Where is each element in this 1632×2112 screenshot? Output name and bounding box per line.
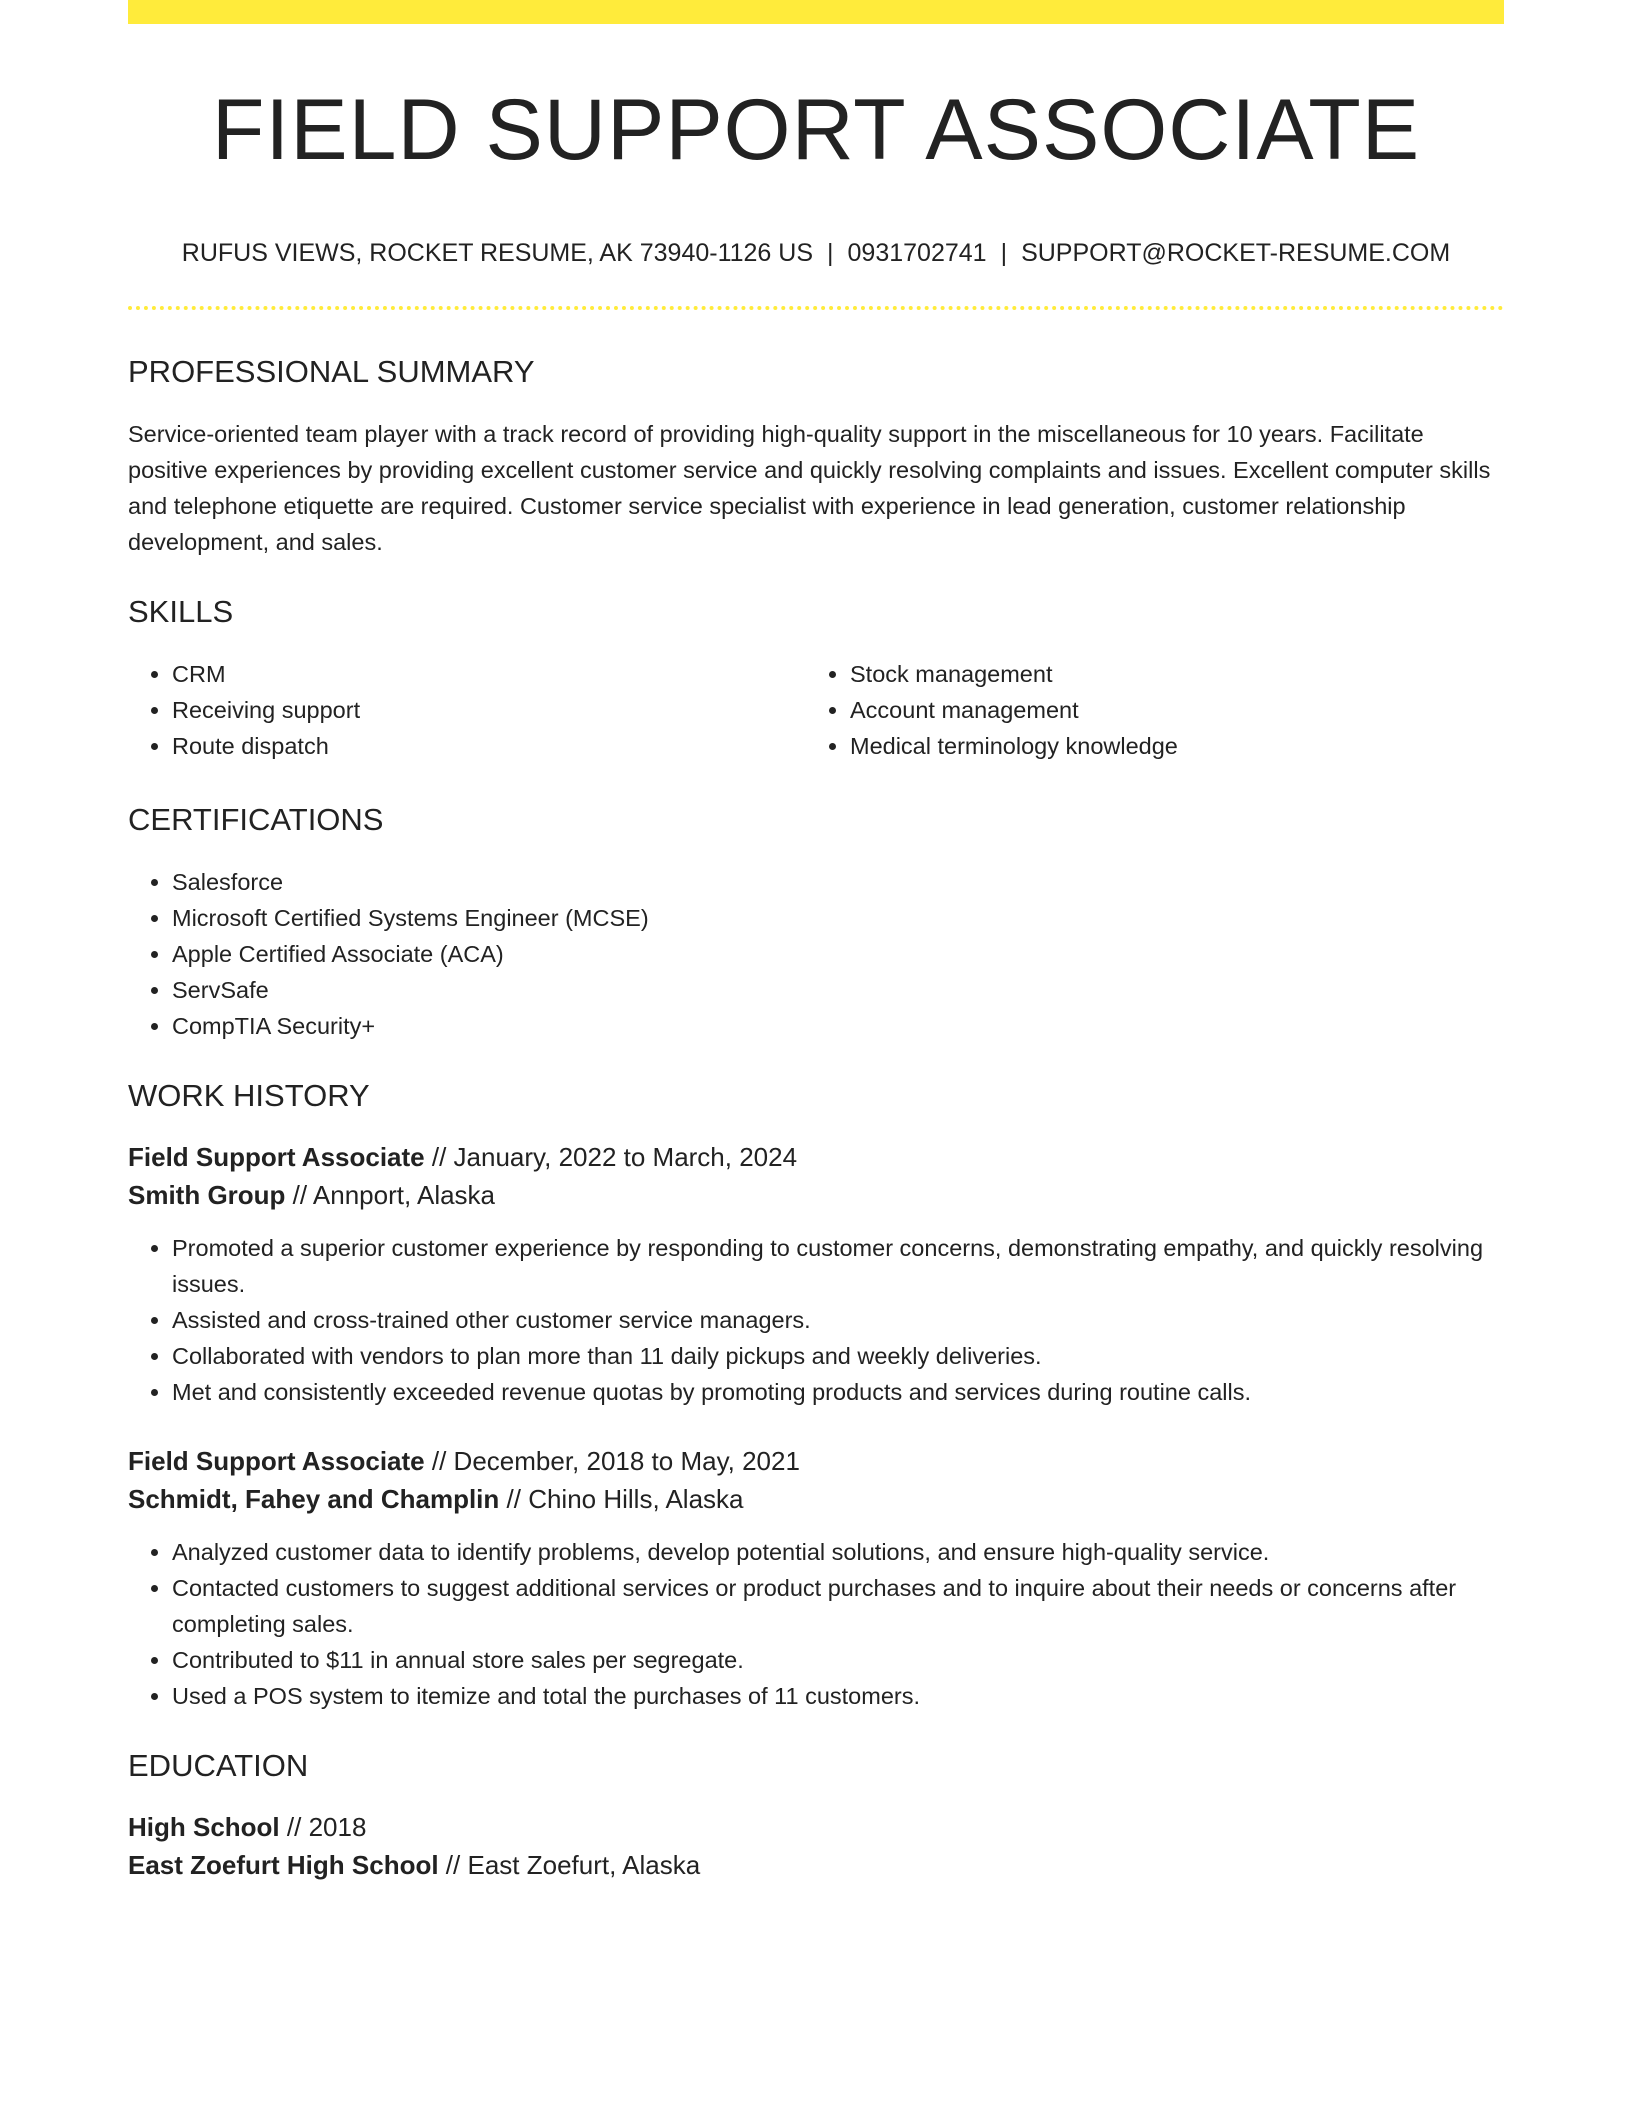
education-divider: // bbox=[438, 1850, 468, 1880]
job-divider: // bbox=[424, 1142, 454, 1172]
certifications-list bbox=[128, 864, 1504, 1044]
job-location: Chino Hills, Alaska bbox=[528, 1484, 744, 1514]
job-bullet: • Met and consistently exceeded revenue quotas by promoting products and services during routine calls. bbox=[172, 1374, 1504, 1410]
skill-item: • Account management bbox=[850, 692, 1484, 728]
job-divider: // bbox=[499, 1484, 529, 1514]
job-bullet: • Contributed to $11 in annual store sales per segregate. bbox=[172, 1642, 1504, 1678]
job-dates: January, 2022 to March, 2024 bbox=[453, 1142, 798, 1172]
job-company: Schmidt, Fahey and Champlin bbox=[128, 1484, 500, 1514]
job-company-line bbox=[128, 1480, 1504, 1518]
contact-separator: | bbox=[1000, 239, 1008, 267]
skills-list-right bbox=[806, 656, 1484, 764]
job-location: Annport, Alaska bbox=[312, 1180, 496, 1210]
job-company-line bbox=[128, 1176, 1504, 1214]
job-divider: // bbox=[424, 1446, 454, 1476]
section-title-certifications: CERTIFICATIONS bbox=[128, 802, 384, 837]
certification-item: • Microsoft Certified Systems Engineer (MCSE) bbox=[172, 900, 1504, 936]
job-bullet: • Assisted and cross-trained other customer service managers. bbox=[172, 1302, 1504, 1338]
skill-item: • Route dispatch bbox=[172, 728, 806, 764]
skills-list-left bbox=[128, 656, 806, 764]
contact-email: SUPPORT@ROCKET-RESUME.COM bbox=[1021, 239, 1451, 267]
skills-grid bbox=[128, 656, 1504, 764]
contact-separator: | bbox=[827, 239, 834, 267]
section-title-skills: SKILLS bbox=[128, 594, 234, 629]
job-dates: December, 2018 to May, 2021 bbox=[453, 1446, 800, 1476]
resume-content bbox=[128, 0, 1504, 1884]
education-degree-line bbox=[128, 1808, 1504, 1846]
education-school: East Zoefurt High School bbox=[128, 1850, 439, 1880]
job-bullet: • Analyzed customer data to identify problems, develop potential solutions, and ensure high-quality service. bbox=[172, 1534, 1504, 1570]
job-role: Field Support Associate bbox=[128, 1446, 425, 1476]
job-bullet: • Used a POS system to itemize and total the purchases of 11 customers. bbox=[172, 1678, 1504, 1714]
education-location: East Zoefurt, Alaska bbox=[467, 1850, 701, 1880]
skill-item: • Medical terminology knowledge bbox=[850, 728, 1484, 764]
job-bullet: • Promoted a superior customer experience by responding to customer concerns, demonstrating empathy, and quickly resolving issues. bbox=[172, 1230, 1504, 1302]
job-bullets bbox=[128, 1534, 1504, 1714]
section-title-summary: PROFESSIONAL SUMMARY bbox=[128, 354, 535, 389]
job-bullet: • Collaborated with vendors to plan more than 11 daily pickups and weekly deliveries. bbox=[172, 1338, 1504, 1374]
job-divider: // bbox=[285, 1180, 313, 1210]
job-bullets bbox=[128, 1230, 1504, 1410]
job-bullet: • Contacted customers to suggest additional services or product purchases and to inquire about their needs or concerns after completing sales. bbox=[172, 1570, 1504, 1642]
skill-item: • CRM bbox=[172, 656, 806, 692]
job-role-line bbox=[128, 1442, 1504, 1480]
education-degree: High School bbox=[128, 1812, 280, 1842]
skill-item: • Stock management bbox=[850, 656, 1484, 692]
certification-item: • Salesforce bbox=[172, 864, 1504, 900]
education-school-line bbox=[128, 1846, 1504, 1884]
section-title-education: EDUCATION bbox=[128, 1748, 309, 1783]
page-title: FIELD SUPPORT ASSOCIATE bbox=[211, 82, 1421, 178]
certification-item: • ServSafe bbox=[172, 972, 1504, 1008]
skills-column-right bbox=[806, 656, 1484, 764]
job-role: Field Support Associate bbox=[128, 1142, 425, 1172]
header-divider bbox=[128, 306, 1504, 310]
contact-phone: 0931702741 bbox=[847, 239, 987, 267]
education-divider: // bbox=[279, 1812, 309, 1842]
education-year: 2018 bbox=[308, 1812, 367, 1842]
certification-item: • Apple Certified Associate (ACA) bbox=[172, 936, 1504, 972]
contact-line bbox=[128, 238, 1504, 268]
section-title-work-history: WORK HISTORY bbox=[128, 1078, 370, 1113]
summary-text: Service-oriented team player with a track record of providing high-quality support in the miscellaneous for 10 years. Facilitate positive experiences by providing excellent customer service and quickly resolving complaints and issues. Excellent computer skills and telephone etiquette are required. Customer service specialist with experience in lead generation, customer relationship development, and sales. bbox=[128, 421, 1491, 555]
skill-item: • Receiving support bbox=[172, 692, 806, 728]
skills-column-left bbox=[128, 656, 806, 764]
job-company: Smith Group bbox=[128, 1180, 286, 1210]
certification-item: • CompTIA Security+ bbox=[172, 1008, 1504, 1044]
job-role-line bbox=[128, 1138, 1504, 1176]
contact-address: RUFUS VIEWS, ROCKET RESUME, AK 73940-1126 US bbox=[181, 239, 814, 267]
